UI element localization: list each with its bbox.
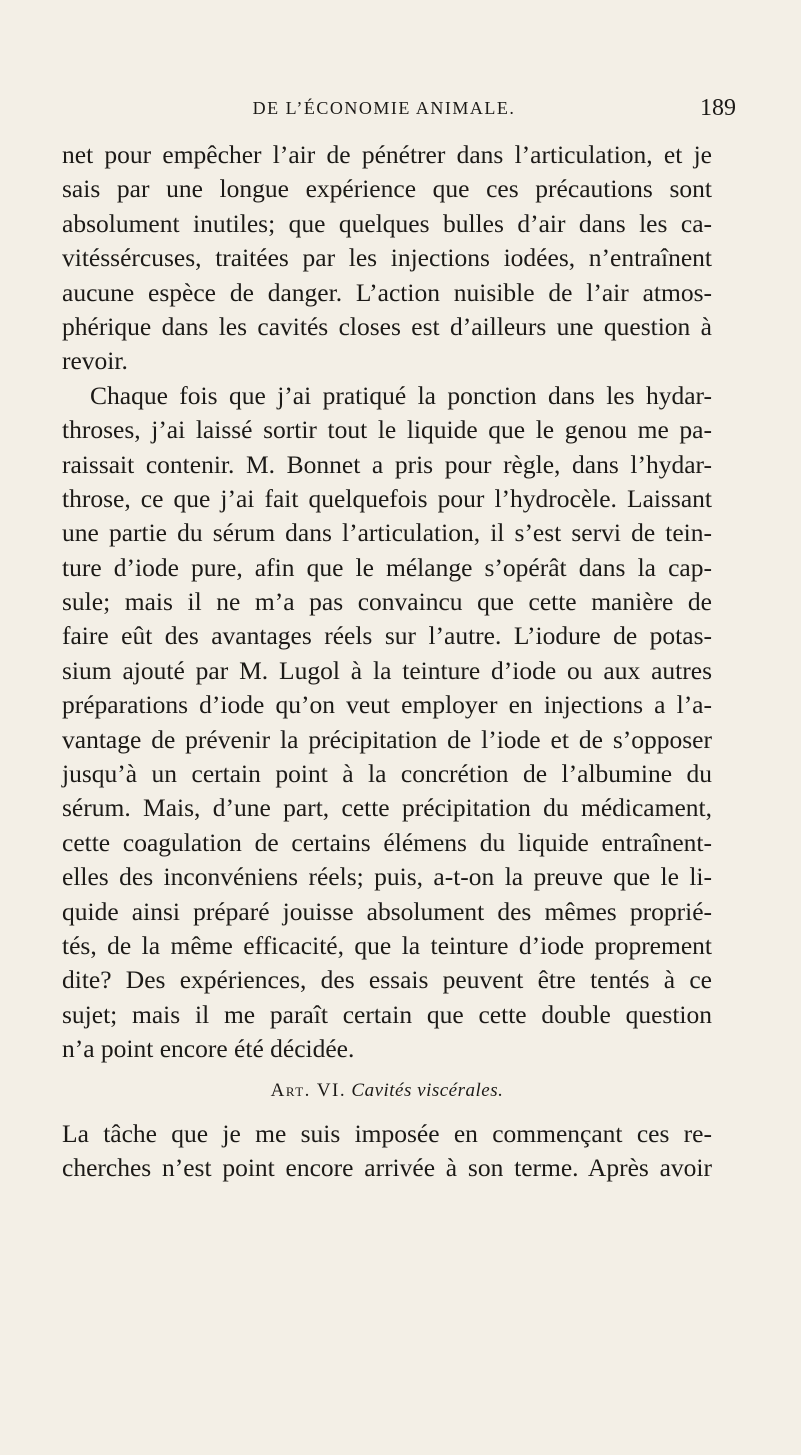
text-line: sium ajouté par M. Lugol à la teinture d’iode ou aux autres xyxy=(62,655,712,685)
text-line: elles des inconvéniens réels; puis, a-t-on la preuve que le li- xyxy=(62,862,712,892)
text-line: sujet; mais il me paraît certain que cette double question xyxy=(62,999,712,1029)
text-line: n’a point encore été décidée. xyxy=(62,1034,355,1064)
text-line: Chaque fois que j’ai pratiqué la ponction dans les hydar- xyxy=(90,380,712,410)
article-title: Cavités viscérales. xyxy=(351,1079,504,1101)
text-line: throses, j’ai laissé sortir tout le liquide que le genou me pa- xyxy=(62,415,712,445)
paragraph-3 xyxy=(62,1117,712,1186)
body-text xyxy=(62,138,712,1185)
text-line: faire eût des avantages réels sur l’autre. L’iodure de potas- xyxy=(62,621,712,651)
text-line: sérum. Mais, d’une part, cette précipitation du médicament, xyxy=(62,793,712,823)
article-number: Art. VI. xyxy=(270,1079,347,1101)
text-line: La tâche que je me suis imposée en commençant ces re- xyxy=(62,1118,712,1148)
page-number: 189 xyxy=(700,95,736,121)
text-line: sule; mais il ne m’a pas convaincu que cette manière de xyxy=(62,587,712,617)
text-line: une partie du sérum dans l’articulation, il s’est servi de tein- xyxy=(62,518,712,548)
text-line: net pour empêcher l’air de pénétrer dans l’articulation, et je xyxy=(62,140,712,169)
text-line: cherches n’est point encore arrivée à son terme. Après avoir xyxy=(62,1152,712,1182)
text-line: aucune espèce de danger. L’action nuisible de l’air atmos- xyxy=(62,277,712,307)
text-line: tés, de la même efficacité, que la teinture d’iode proprement xyxy=(62,930,712,960)
text-line: revoir. xyxy=(62,346,128,376)
page-header xyxy=(40,95,736,128)
text-line: sais par une longue expérience que ces précautions sont xyxy=(62,174,712,204)
text-line: vantage de prévenir la précipitation de l’iode et de s’opposer xyxy=(62,724,712,754)
text-line: quide ainsi préparé jouisse absolument des mêmes proprié- xyxy=(62,896,712,926)
text-line: jusqu’à un certain point à la concrétion de l’albumine du xyxy=(62,759,712,789)
paragraph-1 xyxy=(62,138,712,379)
text-line: raissait contenir. M. Bonnet a pris pour règle, dans l’hydar- xyxy=(62,449,712,479)
text-line: cette coagulation de certains élémens du liquide entraînent- xyxy=(62,827,712,857)
text-line: absolument inutiles; que quelques bulles d’air dans les ca- xyxy=(62,208,712,238)
text-line: vitéssércuses, traitées par les injections iodées, n’entraînent xyxy=(62,243,712,273)
text-line: dite? Des expériences, des essais peuvent être tentés à ce xyxy=(62,965,712,995)
running-title: DE L’ÉCONOMIE ANIMALE. xyxy=(252,98,516,118)
text-line: throse, ce que j’ai fait quelquefois pour l’hydrocèle. Laissant xyxy=(62,483,712,513)
paragraph-2 xyxy=(62,379,712,1067)
section-heading xyxy=(62,1071,712,1111)
text-line: phérique dans les cavités closes est d’ailleurs une question à xyxy=(62,311,712,341)
text-line: ture d’iode pure, afin que le mélange s’opérât dans la cap- xyxy=(62,552,712,582)
text-line: préparations d’iode qu’on veut employer en injections a l’a- xyxy=(62,690,712,720)
